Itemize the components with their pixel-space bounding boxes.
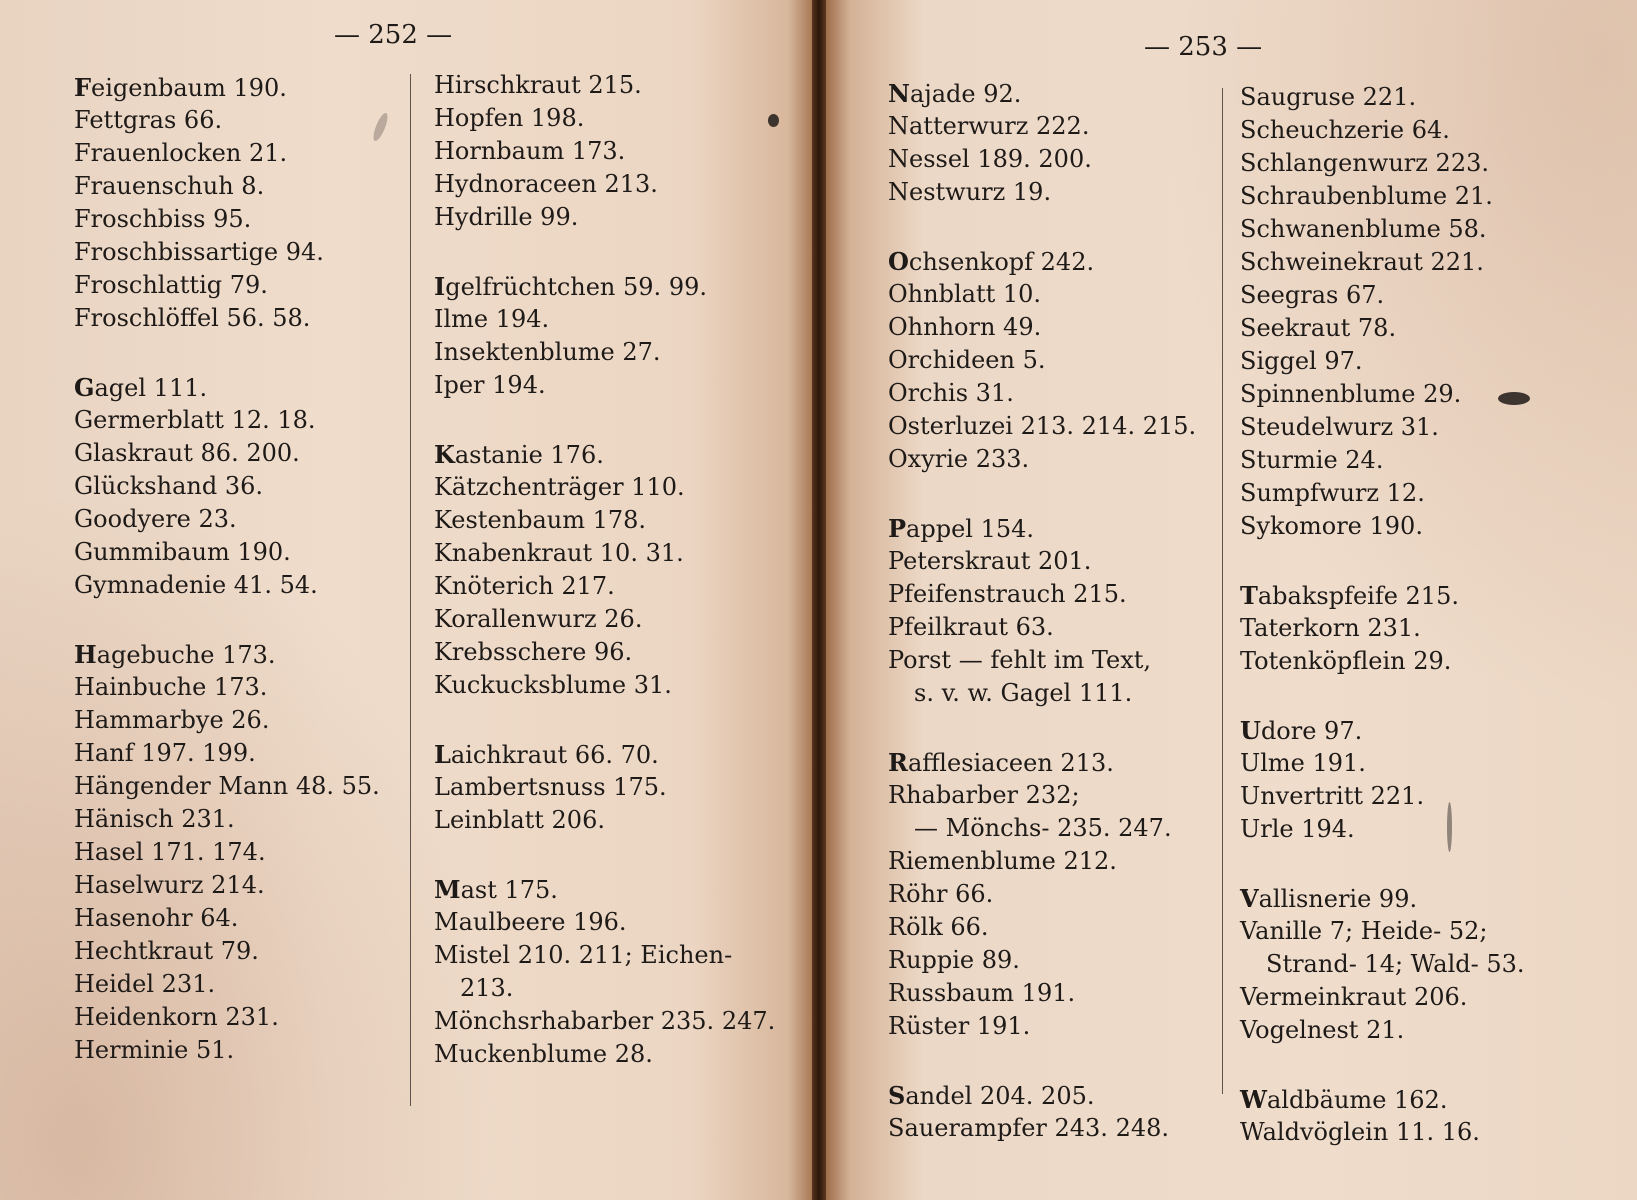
index-entry: Gummibaum 190.	[74, 538, 291, 566]
index-entry: Peterskraut 201.	[888, 547, 1092, 575]
index-entry: Maulbeere 196.	[434, 908, 627, 936]
index-entry: Ulme 191.	[1240, 749, 1366, 777]
index-entry: Unvertritt 221.	[1240, 782, 1425, 810]
index-entry: Korallenwurz 26.	[434, 605, 643, 633]
index-entry: Siggel 97.	[1240, 347, 1363, 375]
index-entry: Hasenohr 64.	[74, 904, 239, 932]
entry-text: andel 204. 205.	[905, 1082, 1095, 1110]
index-column-3	[888, 77, 1248, 1145]
index-entry	[434, 270, 794, 303]
index-entry: Froschbiss 95.	[74, 205, 252, 233]
index-entry: Hainbuche 173.	[74, 673, 268, 701]
index-entry: Ohnhorn 49.	[888, 313, 1042, 341]
entry-text: dore 97.	[1260, 717, 1363, 745]
index-entry: Muckenblume 28.	[434, 1040, 653, 1068]
index-entry: Kuckucksblume 31.	[434, 671, 672, 699]
index-entry: Hasel 171. 174.	[74, 838, 266, 866]
index-entry	[1240, 579, 1600, 612]
index-entry: Röhr 66.	[888, 880, 994, 908]
index-entry: Orchideen 5.	[888, 346, 1046, 374]
index-entry: Knöterich 217.	[434, 572, 615, 600]
index-entry: Seekraut 78.	[1240, 314, 1397, 342]
entry-text: astanie 176.	[454, 441, 604, 469]
index-entry: Osterluzei 213. 214. 215.	[888, 412, 1197, 440]
section-initial: H	[74, 640, 97, 669]
index-entry: Schwanenblume 58.	[1240, 215, 1487, 243]
index-entry: Rölk 66.	[888, 913, 989, 941]
page-number-right: — 253 —	[1144, 32, 1263, 62]
index-entry	[888, 746, 1248, 779]
index-entry: Haselwurz 214.	[74, 871, 265, 899]
index-entry: Urle 194.	[1240, 815, 1355, 843]
index-entry: Glaskraut 86. 200.	[74, 439, 300, 467]
index-entry: Natterwurz 222.	[888, 112, 1090, 140]
index-entry: Ilme 194.	[434, 305, 550, 333]
index-entry: Goodyere 23.	[74, 505, 237, 533]
index-entry: Saugruse 221.	[1240, 83, 1417, 111]
index-entry: Kestenbaum 178.	[434, 506, 647, 534]
index-entry: Mistel 210. 211; Eichen-	[434, 941, 733, 969]
index-entry: Oxyrie 233.	[888, 445, 1030, 473]
index-entry	[434, 738, 794, 771]
entry-text: agebuche 173.	[96, 641, 276, 669]
index-entry: Sauerampfer 243. 248.	[888, 1114, 1170, 1142]
section-initial: W	[1240, 1085, 1267, 1114]
index-entry: Krebsschere 96.	[434, 638, 633, 666]
index-entry: Hopfen 198.	[434, 104, 585, 132]
entry-text: ast 175.	[460, 876, 558, 904]
entry-text: afflesiaceen 213.	[907, 749, 1114, 777]
index-entry: Gymnadenie 41. 54.	[74, 571, 318, 599]
index-entry: Nessel 189. 200.	[888, 145, 1092, 173]
index-entry	[1240, 714, 1600, 747]
section-initial: L	[434, 740, 451, 769]
index-entry: Fettgras 66.	[74, 106, 223, 134]
book-gutter	[812, 0, 826, 1200]
index-entry: Kätzchenträger 110.	[434, 473, 685, 501]
index-entry: Orchis 31.	[888, 379, 1014, 407]
index-entry: Strand- 14; Wald- 53.	[1266, 950, 1525, 978]
section-initial: R	[888, 748, 908, 777]
section-initial: P	[888, 514, 907, 543]
index-entry: Heidel 231.	[74, 970, 216, 998]
index-entry: Hänisch 231.	[74, 805, 235, 833]
index-entry: Seegras 67.	[1240, 281, 1385, 309]
index-entry: Rhabarber 232;	[888, 781, 1080, 809]
entry-text: allisnerie 99.	[1258, 885, 1418, 913]
section-initial: N	[888, 79, 910, 108]
section-initial: F	[74, 73, 92, 102]
index-entry: Lambertsnuss 175.	[434, 773, 667, 801]
index-entry: — Mönchs- 235. 247.	[914, 814, 1172, 842]
section-initial: O	[888, 247, 909, 276]
index-entry: Rüster 191.	[888, 1012, 1031, 1040]
entry-text: ajade 92.	[909, 80, 1022, 108]
index-entry: Vanille 7; Heide- 52;	[1240, 917, 1488, 945]
index-entry: Russbaum 191.	[888, 979, 1076, 1007]
index-entry: Vermeinkraut 206.	[1240, 983, 1468, 1011]
index-entry: Frauenlocken 21.	[74, 139, 288, 167]
ink-spot	[1498, 392, 1530, 405]
index-entry: Hammarbye 26.	[74, 706, 270, 734]
index-entry: Nestwurz 19.	[888, 178, 1052, 206]
index-entry: 213.	[460, 974, 514, 1002]
index-entry: Frauenschuh 8.	[74, 172, 265, 200]
index-entry: Scheuchzerie 64.	[1240, 116, 1450, 144]
section-initial: V	[1240, 884, 1259, 913]
right-page	[826, 0, 1637, 1200]
entry-text: abakspfeife 215.	[1257, 582, 1459, 610]
index-entry: Glückshand 36.	[74, 472, 263, 500]
index-entry: Spinnenblume 29.	[1240, 380, 1462, 408]
entry-text: agel 111.	[94, 374, 208, 402]
index-column-2	[434, 69, 794, 1071]
index-entry: Pfeilkraut 63.	[888, 613, 1054, 641]
index-entry	[888, 512, 1248, 545]
index-entry	[1240, 1083, 1600, 1116]
index-entry: Hydrille 99.	[434, 203, 579, 231]
index-entry	[888, 245, 1248, 278]
index-entry: Hornbaum 173.	[434, 137, 626, 165]
index-entry	[74, 71, 434, 104]
index-entry: Hängender Mann 48. 55.	[74, 772, 380, 800]
index-entry: Sturmie 24.	[1240, 446, 1384, 474]
index-entry	[888, 1079, 1248, 1112]
index-entry: Hanf 197. 199.	[74, 739, 256, 767]
index-entry: Schraubenblume 21.	[1240, 182, 1493, 210]
index-column-4	[1240, 81, 1600, 1149]
index-entry: Iper 194.	[434, 371, 546, 399]
section-initial: S	[888, 1081, 906, 1110]
entry-text: appel 154.	[906, 515, 1035, 543]
index-entry: Sumpfwurz 12.	[1240, 479, 1425, 507]
index-entry: Herminie 51.	[74, 1036, 235, 1064]
index-entry	[1240, 882, 1600, 915]
column-rule-right	[1222, 88, 1223, 1094]
index-entry	[434, 438, 794, 471]
entry-text: aichkraut 66. 70.	[450, 741, 659, 769]
section-initial: I	[434, 272, 446, 301]
index-entry: Pfeifenstrauch 215.	[888, 580, 1127, 608]
stain-mark	[1447, 802, 1452, 852]
index-entry: Riemenblume 212.	[888, 847, 1117, 875]
index-column-1	[74, 71, 434, 1067]
index-entry: Hechtkraut 79.	[74, 937, 259, 965]
index-entry: Schlangenwurz 223.	[1240, 149, 1489, 177]
section-initial: U	[1240, 716, 1261, 745]
index-entry	[74, 638, 434, 671]
index-entry: Hirschkraut 215.	[434, 71, 642, 99]
index-entry	[888, 77, 1248, 110]
index-entry: Porst — fehlt im Text,	[888, 646, 1152, 674]
section-initial: M	[434, 875, 461, 904]
index-entry: Sykomore 190.	[1240, 512, 1423, 540]
page-number-left: — 252 —	[334, 20, 453, 50]
index-entry: Ohnblatt 10.	[888, 280, 1042, 308]
index-entry: Ruppie 89.	[888, 946, 1020, 974]
index-entry: Knabenkraut 10. 31.	[434, 539, 684, 567]
section-initial: T	[1240, 581, 1258, 610]
ink-spot	[768, 114, 779, 127]
entry-text: aldbäume 162.	[1266, 1086, 1448, 1114]
index-entry: Totenköpflein 29.	[1240, 647, 1452, 675]
index-entry: Froschlöffel 56. 58.	[74, 304, 311, 332]
index-entry: Steudelwurz 31.	[1240, 413, 1439, 441]
index-entry: Leinblatt 206.	[434, 806, 605, 834]
column-rule-left	[410, 74, 411, 1106]
entry-text: chsenkopf 242.	[908, 248, 1095, 276]
index-entry: Mönchsrhabarber 235. 247.	[434, 1007, 776, 1035]
index-entry: Insektenblume 27.	[434, 338, 661, 366]
entry-text: gelfrüchtchen 59. 99.	[445, 273, 707, 301]
index-entry: Vogelnest 21.	[1240, 1016, 1405, 1044]
index-entry: Froschbissartige 94.	[74, 238, 324, 266]
section-initial: G	[74, 373, 95, 402]
index-entry: Waldvöglein 11. 16.	[1240, 1118, 1480, 1146]
left-page	[0, 0, 812, 1200]
section-initial: K	[434, 440, 455, 469]
entry-text: eigenbaum 190.	[91, 74, 287, 102]
index-entry: Taterkorn 231.	[1240, 614, 1421, 642]
index-entry: Germerblatt 12. 18.	[74, 406, 316, 434]
index-entry	[74, 371, 434, 404]
index-entry: Hydnoraceen 213.	[434, 170, 658, 198]
index-entry: s. v. w. Gagel 111.	[914, 679, 1133, 707]
index-entry: Froschlattig 79.	[74, 271, 268, 299]
index-entry	[434, 873, 794, 906]
index-entry: Heidenkorn 231.	[74, 1003, 279, 1031]
index-entry: Schweinekraut 221.	[1240, 248, 1484, 276]
